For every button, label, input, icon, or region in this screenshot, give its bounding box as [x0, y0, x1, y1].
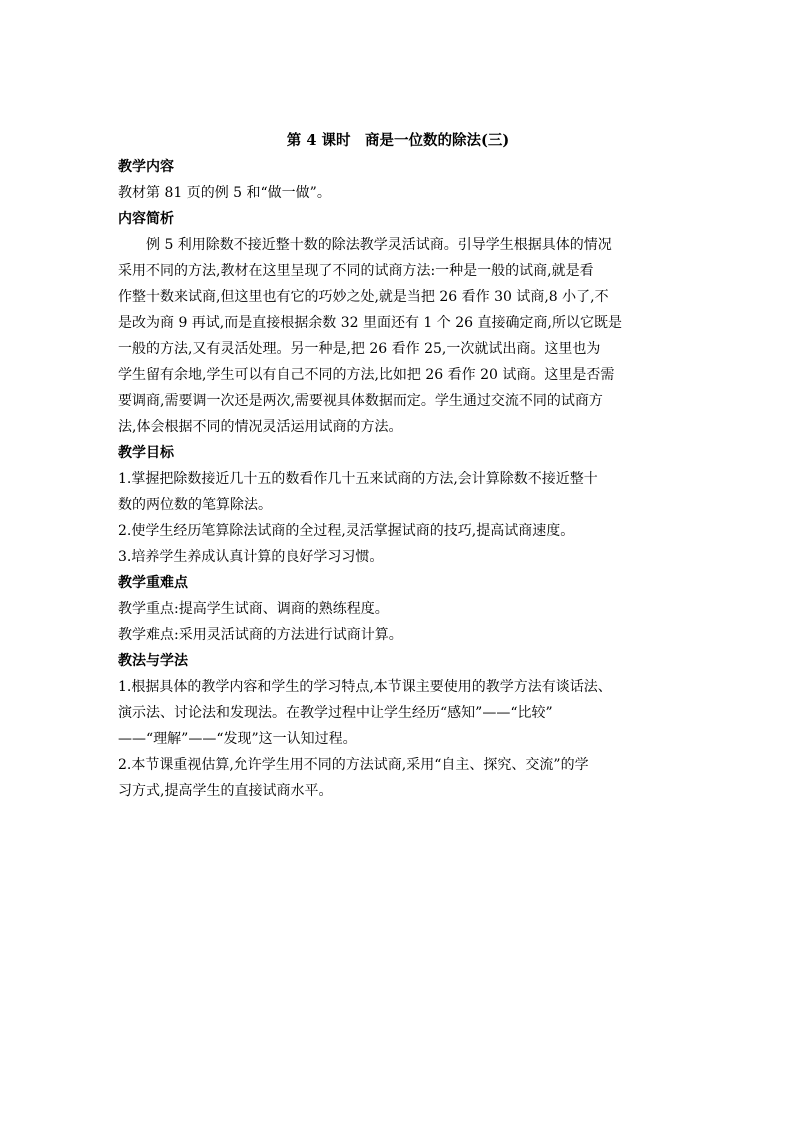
analysis-line-5: 一般的方法,又有灵活处理。另一种是,把 26 看作 25,一次就试出商。这里也为 — [118, 341, 601, 357]
goals-line-2: 数的两位数的笔算除法。 — [118, 497, 272, 513]
analysis-line-8: 法,体会根据不同的情况灵活运用试商的方法。 — [118, 419, 403, 435]
methods-line-2: 演示法、讨论法和发现法。在教学过程中让学生经历“感知”——“比较” — [118, 705, 553, 721]
analysis-line-1: 例 5 利用除数不接近整十数的除法教学灵活试商。引导学生根据具体的情况 — [146, 237, 612, 253]
heading-teaching-goals: 教学目标 — [118, 445, 174, 461]
methods-line-1: 1.根据具体的教学内容和学生的学习特点,本节课主要使用的教学方法有谈话法、 — [118, 679, 612, 695]
lesson-title: 第 4 课时 商是一位数的除法(三) — [286, 132, 510, 149]
content-line-1: 教材第 81 页的例 5 和“做一做”。 — [118, 185, 331, 201]
section-teaching-goals — [118, 443, 678, 567]
section-content-analysis — [118, 209, 678, 437]
goals-line-3: 2.使学生经历笔算除法试商的全过程,灵活掌握试商的技巧,提高试商速度。 — [118, 523, 575, 539]
heading-methods: 教法与学法 — [118, 653, 188, 669]
analysis-line-2: 采用不同的方法,教材在这里呈现了不同的试商方法:一种是一般的试商,就是看 — [118, 263, 594, 279]
methods-line-5: 习方式,提高学生的直接试商水平。 — [118, 783, 333, 799]
goals-line-1: 1.掌握把除数接近几十五的数看作几十五来试商的方法,会计算除数不接近整十 — [118, 471, 598, 487]
section-teaching-content — [118, 157, 678, 203]
goals-line-4: 3.培养学生养成认真计算的良好学习习惯。 — [118, 549, 384, 565]
methods-line-4: 2.本节课重视估算,允许学生用不同的方法试商,采用“自主、探究、交流”的学 — [118, 757, 589, 773]
section-key-points — [118, 573, 678, 645]
keypoints-line-1: 教学重点:提高学生试商、调商的熟练程度。 — [118, 601, 389, 617]
keypoints-line-2: 教学难点:采用灵活试商的方法进行试商计算。 — [118, 627, 403, 643]
document-page — [118, 131, 678, 807]
heading-content-analysis: 内容简析 — [118, 211, 174, 227]
analysis-line-7: 要调商,需要调一次还是两次,需要视具体数据而定。学生通过交流不同的试商方 — [118, 393, 603, 409]
analysis-line-6: 学生留有余地,学生可以有自己不同的方法,比如把 26 看作 20 试商。这里是否需 — [118, 367, 615, 383]
analysis-line-3: 作整十数来试商,但这里也有它的巧妙之处,就是当把 26 看作 30 试商,8 小了,不 — [118, 289, 609, 305]
analysis-line-4: 是改为商 9 再试,而是直接根据余数 32 里面还有 1 个 26 直接确定商,所以它既是 — [118, 315, 622, 331]
heading-teaching-content: 教学内容 — [118, 159, 174, 175]
heading-key-points: 教学重难点 — [118, 575, 188, 591]
methods-line-3: ——“理解”——“发现”这一认知过程。 — [118, 731, 357, 747]
section-methods — [118, 651, 678, 801]
